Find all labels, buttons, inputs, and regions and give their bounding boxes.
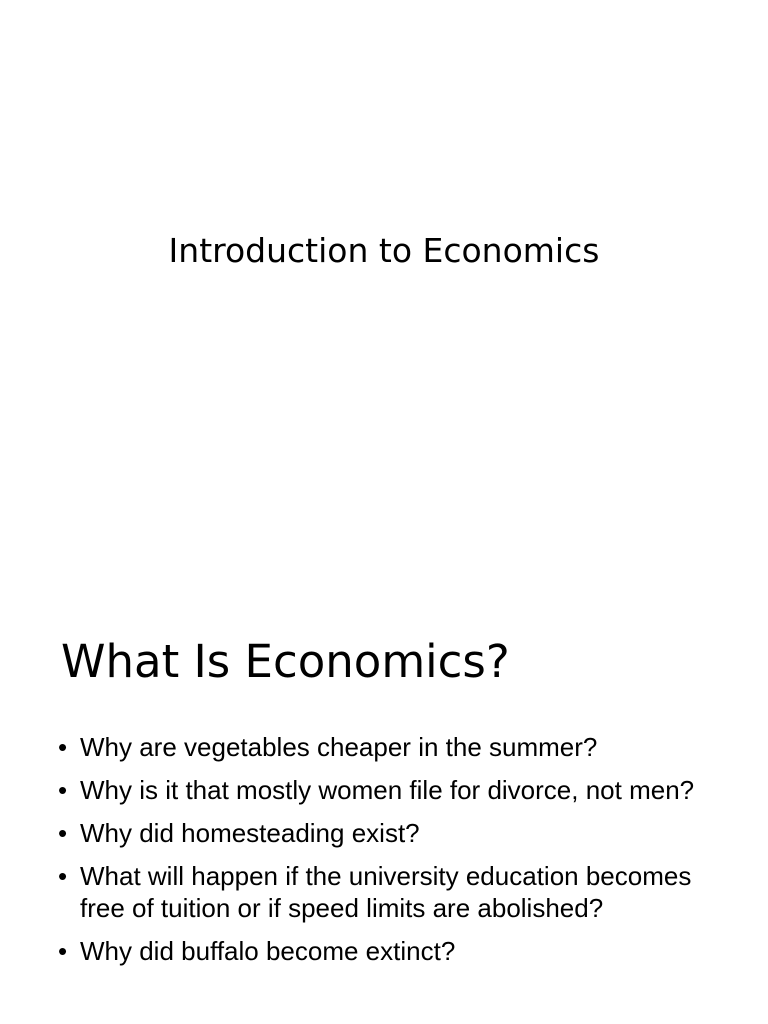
bullet-item [58, 935, 698, 967]
bullet-item [58, 860, 698, 924]
bullet-text: Why is it that mostly women file for divorce, not men? [80, 775, 695, 805]
bullet-text: Why did buffalo become extinct? [80, 936, 456, 966]
slide-title: Introduction to Economics [168, 231, 600, 270]
bullet-item [58, 774, 698, 806]
bullet-icon: • [58, 732, 68, 762]
bullet-item [58, 731, 698, 763]
bullet-item [58, 817, 698, 849]
bullet-icon: • [58, 818, 68, 848]
section-heading: What Is Economics? [61, 635, 510, 688]
bullet-text: Why are vegetables cheaper in the summer? [80, 732, 598, 762]
bullet-text: Why did homesteading exist? [80, 818, 420, 848]
bullet-icon: • [58, 936, 68, 966]
bullet-icon: • [58, 861, 68, 891]
bullet-list [58, 731, 698, 978]
bullet-icon: • [58, 775, 68, 805]
bullet-text: What will happen if the university education becomes free of tuition or if speed limits are abolished? [80, 861, 692, 923]
